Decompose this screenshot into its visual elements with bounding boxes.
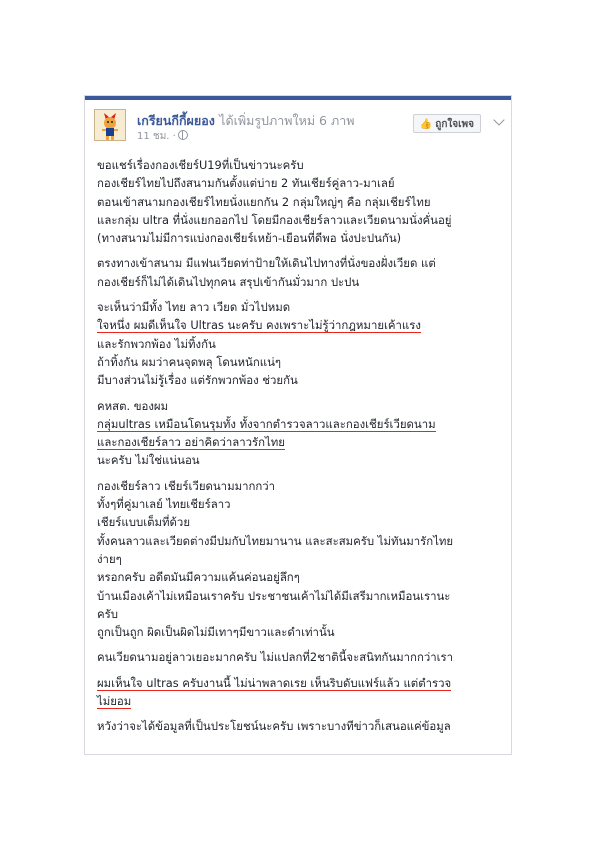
post-text-line: [97, 674, 503, 692]
post-paragraph: [97, 298, 503, 389]
post-text-line: [97, 623, 503, 641]
post-text-line: [97, 273, 503, 291]
post-body: [97, 156, 503, 743]
text-content: เชียร์แบบเต็มที่ด้วย: [97, 515, 190, 530]
post-text-line: [97, 193, 503, 211]
text-content: ตรงทางเข้าสนาม มีแฟนเวียดท่าป้ายให้เดินไปทางที่นั่งของฝั่งเวียด แต่: [97, 256, 436, 271]
like-page-button[interactable]: [413, 114, 481, 133]
text-content: ครับ: [97, 606, 118, 621]
text-content: คนเวียดนามอยู่ลาวเยอะมากครับ ไม่แปลกที่2ชาตินี้จะสนิทกันมากกว่าเรา: [97, 650, 454, 665]
post-text-line: [97, 568, 503, 586]
post-text-line: [97, 605, 503, 623]
post-paragraph: [97, 674, 503, 711]
post-text-line: [97, 513, 503, 531]
highlighted-text: ใจหนึ่ง ผมดีเห็นใจ Ultras นะครับ คงเพราะไม่รู้ว่ากฎหมายเค้าแรง: [97, 318, 421, 333]
post-paragraph: [97, 717, 503, 735]
post-text-line: [97, 371, 503, 389]
post-text-line: [97, 587, 503, 605]
text-content: ขอแชร์เรื่องกองเชียร์U19ที่เป็นข่าวนะครับ: [97, 158, 304, 172]
post-text-line: [97, 433, 503, 451]
text-content: และรักพวกพ้อง ไม่ทิ้งกัน: [97, 336, 216, 351]
text-content: ง่ายๆ: [97, 551, 122, 566]
post-paragraph: [97, 156, 503, 247]
post-text-line: [97, 353, 503, 371]
text-content: กองเชียร์ลาว เชียร์เวียดนามมากกว่า: [97, 478, 276, 493]
text-content: จะเห็นว่ามีทั้ง ไทย ลาว เวียด มั่วไปหมด: [97, 300, 291, 315]
like-page-label: ถูกใจเพจ: [435, 119, 474, 130]
globe-icon: [178, 130, 188, 140]
post-header: [85, 100, 511, 148]
post-timestamp[interactable]: 11 ชม. ·: [137, 131, 176, 142]
text-content: มีบางส่วนไม่รู้เรื่อง แต่รักพวกพ้อง ช่วยกัน: [97, 373, 298, 388]
post-paragraph: [97, 648, 503, 666]
highlighted-text: ผมเห็นใจ ultras ครับงานนี้ ไม่น่าพลาดเรย เห็นริบดับแฟร์แล้ว แต่ตำรวจ: [97, 675, 452, 690]
text-content: ถูกเป็นถูก ผิดเป็นผิดไม่มีเทาๆมีขาวและดำเท่านั้น: [97, 625, 335, 640]
post-text-line: [97, 692, 503, 710]
post-text-line: [97, 156, 503, 174]
post-text-line: [97, 298, 503, 316]
post-meta: [137, 129, 188, 144]
text-content: นะครับ ไม่ใช่แน่นอน: [97, 453, 200, 468]
post-text-line: [97, 495, 503, 513]
post-title: [137, 111, 354, 131]
post-text-line: [97, 717, 503, 735]
post-text-line: [97, 648, 503, 666]
text-content: ทั้งๆที่คู่มาเลย์ ไทยเชียร์ลาว: [97, 497, 231, 512]
post-text-line: [97, 477, 503, 495]
highlighted-text: ไม่ยอม: [97, 694, 132, 709]
text-content: ตอนเข้าสนามกองเชียร์ไทยนั่งแยกกัน 2 กลุ่มใหญ่ๆ คือ กลุ่มเชียร์ไทย: [97, 194, 431, 209]
text-content: กองเชียร์ไทยไปถึงสนามกันตั้งแต่บ่าย 2 ทันเชียร์คู่ลาว-มาเลย์: [97, 176, 395, 191]
text-content: และกลุ่ม ultra ที่นั่งแยกออกไป โดยมีกองเชียร์ลาวและเวียดนามนั่งคั่นอยู่: [97, 212, 452, 227]
post-text-line: [97, 532, 503, 550]
post-text-line: [97, 316, 503, 334]
post-text-line: [97, 415, 503, 433]
highlighted-text: กลุ่มultras เหมือนโดนรุมทั้ง ทั้งจากตำรวจลาวและกองเชียร์เวียดนาม: [97, 416, 436, 431]
post-paragraph: [97, 397, 503, 470]
page-name-link[interactable]: เกรียนกีกี้ผยอง: [137, 113, 215, 128]
text-content: หรอกครับ อดีตมันมีความแค้นค่อนอยู่ลึกๆ: [97, 570, 300, 585]
thumbs-up-icon: 👍: [419, 119, 433, 130]
post-paragraph: [97, 254, 503, 291]
post-text-line: [97, 254, 503, 272]
text-content: ทั้งคนลาวและเวียดต่างมีปมกับไทยมานาน และสะสมครับ ไม่ทันมารักไทย: [97, 533, 454, 548]
tiger-mascot-icon: [95, 110, 125, 140]
post-text-line: [97, 397, 503, 415]
text-content: บ้านเมืองเค้าไม่เหมือนเราครับ ประชาชนเค้าไม่ได้มีเสรีมากเหมือนเรานะ: [97, 588, 451, 603]
post-text-line: [97, 550, 503, 568]
facebook-post-card: [84, 95, 512, 755]
text-content: (ทางสนามไม่มีการแบ่งกองเชียร์เหย้า-เยือนที่ดีพอ นั่งปะปนกัน): [97, 231, 402, 246]
text-content: คหสต. ของผม: [97, 398, 169, 413]
text-content: ถ้าทิ้งกัน ผมว่าคนจุดพลุ โดนหนักแน่ๆ: [97, 354, 281, 369]
post-text-line: [97, 451, 503, 469]
chevron-down-icon[interactable]: [493, 114, 504, 125]
text-content: กองเชียร์ก็ไม่ได้เดินไปทุกคน สรุปเข้ากันมั่วมาก ปะปน: [97, 274, 360, 289]
post-text-line: [97, 229, 503, 247]
text-content: หวังว่าจะได้ข้อมูลที่เป็นประโยชน์นะครับ เพราะบางทีข่าวก็เสนอแค่ข้อมูล: [97, 719, 451, 734]
highlighted-text: และกองเชียร์ลาว อย่าคิดว่าลาวรักไทย: [97, 435, 285, 450]
post-text-line: [97, 211, 503, 229]
post-text-line: [97, 335, 503, 353]
post-paragraph: [97, 477, 503, 642]
page-avatar[interactable]: [94, 109, 126, 141]
post-text-line: [97, 174, 503, 192]
post-action-text: ได้เพิ่มรูปภาพใหม่ 6 ภาพ: [219, 113, 355, 128]
